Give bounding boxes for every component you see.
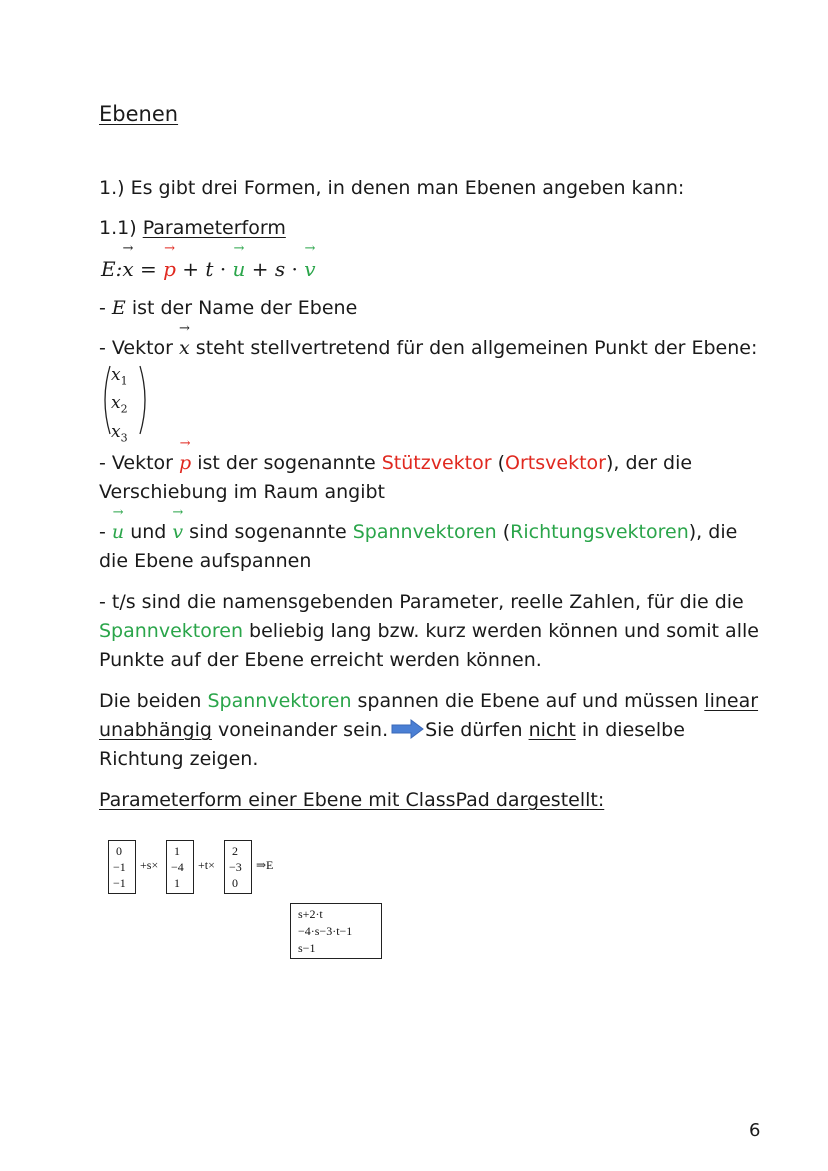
bullet-prefix: - Vektor xyxy=(99,337,180,359)
term-richtungsvektoren: Richtungsvektoren xyxy=(510,521,689,543)
classpad-matrix-support: 0 −1 −1 xyxy=(108,840,136,894)
bullet-parameter: - t/s sind die namensgebenden Parameter, reelle Zahlen, für die die Spannvektoren beliebig lang bzw. kurz werden können und somit alle Punkte auf der Ebene erreicht werden können. xyxy=(99,588,759,675)
bullet-text: steht stellvertretend für den allgemeinen Punkt der Ebene: xyxy=(189,337,758,359)
vector-entry-x1: $x_1$ xyxy=(111,365,128,388)
paragraph-line-3: Richtung zeigen. xyxy=(99,748,259,770)
eq-plus-1: + xyxy=(182,257,200,281)
section-number: 1.1) xyxy=(99,217,137,239)
classpad-op-t: +t× xyxy=(198,858,215,872)
underlined-nicht: nicht xyxy=(528,719,576,741)
right-arrow-icon xyxy=(391,719,424,739)
classpad-op-s: +s× xyxy=(140,858,159,872)
term-spannvektoren: Spannvektoren xyxy=(352,521,497,543)
point-column-vector xyxy=(99,364,149,445)
bullet-var-v: → v xyxy=(172,518,183,547)
eq-dot-1: · xyxy=(219,257,227,281)
page-number: 6 xyxy=(749,1120,761,1141)
bullet-spannvektoren: - → u und → v sind sogenannte Spannvektoren (Richtungsvektoren), die die Ebene aufspannen xyxy=(99,518,737,576)
bullet-line-3: Punkte auf der Ebene erreicht werden können. xyxy=(99,649,542,671)
term-stuetzvektor: Stützvektor xyxy=(381,452,492,474)
bullet-var-p: → p xyxy=(179,449,191,478)
bullet-var-u: → u xyxy=(112,518,124,547)
term-spannvektoren: Spannvektoren xyxy=(99,620,243,642)
bullet-line-2: Verschiebung im Raum angibt xyxy=(99,481,386,503)
section-heading xyxy=(99,214,286,243)
eq-t: t xyxy=(205,257,214,281)
underlined-unabhaengig: unabhängig xyxy=(99,719,212,741)
classpad-matrix-v: 2 −3 0 xyxy=(224,840,252,894)
bullet-line-1: - t/s sind die namensgebenden Parameter, reelle Zahlen, für die die xyxy=(99,591,744,613)
bullet-prefix: - xyxy=(99,297,112,319)
eq-x-vector: → x xyxy=(122,254,133,284)
classpad-matrix-u: 1 −4 1 xyxy=(166,840,194,894)
classpad-heading: Parameterform einer Ebene mit ClassPad dargestellt: xyxy=(99,789,605,811)
bullet-var-x: → x xyxy=(179,334,190,363)
classpad-result-matrix: s+2·t −4·s−3·t−1 s−1 xyxy=(290,903,382,959)
eq-plus-2: + xyxy=(251,257,269,281)
bullet-point-vector xyxy=(99,334,757,363)
eq-v-vector: → v xyxy=(304,254,315,284)
page-title: Ebenen xyxy=(99,102,179,126)
paragraph-linear-independence: Die beiden Spannvektoren spannen die Ebene auf und müssen linear unabhängig voneinander sein. Sie dürfen nicht in dieselbe Richtung zeigen. xyxy=(99,687,758,774)
classpad-expression xyxy=(108,838,288,898)
bullet-var-e: E xyxy=(111,297,126,319)
eq-dot-2: · xyxy=(291,257,298,281)
intro-text: 1.) Es gibt drei Formen, in denen man Ebenen angeben kann: xyxy=(99,177,685,199)
term-spannvektoren: Spannvektoren xyxy=(207,690,352,712)
eq-equals: = xyxy=(139,257,157,281)
bullet-line-2: die Ebene aufspannen xyxy=(99,550,312,572)
section-name: Parameterform xyxy=(142,217,286,239)
eq-u-vector: → u xyxy=(233,254,246,284)
bullet-stuetzvektor: - Vektor → p ist der sogenannte Stützvektor (Ortsvektor), der die Verschiebung im Raum angibt xyxy=(99,449,692,507)
underlined-linear: linear xyxy=(704,690,759,712)
eq-lhs: E: xyxy=(101,257,123,281)
eq-s: s xyxy=(274,257,286,281)
vector-entry-x2: $x_2$ xyxy=(111,393,128,416)
eq-p-vector: → p xyxy=(163,254,176,284)
bullet-text: ist der Name der Ebene xyxy=(125,297,358,319)
term-ortsvektor: Ortsvektor xyxy=(505,452,606,474)
bullet-name xyxy=(99,294,357,323)
parameter-equation xyxy=(101,254,316,284)
classpad-result-arrow: ⇒E xyxy=(256,858,274,872)
vector-entry-x3: $x_3$ xyxy=(111,421,128,445)
